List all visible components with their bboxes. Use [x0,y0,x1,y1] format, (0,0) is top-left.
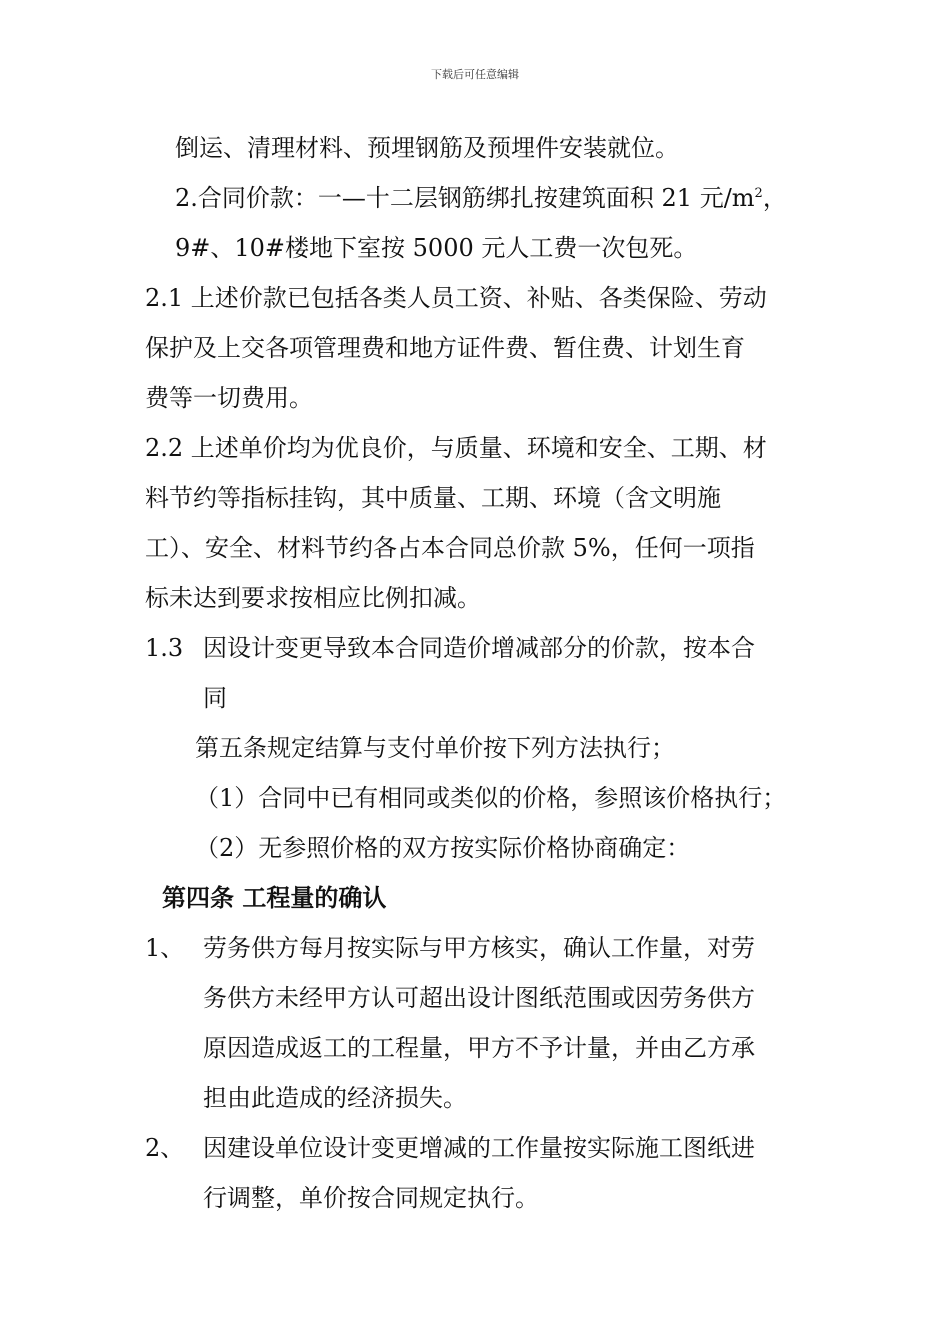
paragraph-line: 劳务供方每月按实际与甲方核实，确认工作量，对劳 [203,934,755,962]
paragraph-line: 料节约等指标挂钩，其中质量、工期、环境（含文明施 [145,484,721,512]
list-item: （2）无参照价格的双方按实际价格协商确定： [195,834,691,862]
paragraph-line: 务供方未经甲方认可超出设计图纸范围或因劳务供方 [203,984,755,1012]
paragraph-line: 行调整，单价按合同规定执行。 [203,1184,539,1212]
paragraph-line: 因建设单位设计变更增减的工作量按实际施工图纸进 [203,1134,755,1162]
paragraph-line: 工）、安全、材料节约各占本合同总价款 5%，任何一项指 [145,534,755,562]
paragraph-line: 同 [203,684,227,712]
contract-price-text: 2.合同价款：一—十二层钢筋绑扎按建筑面积 21 元/m [175,184,755,212]
paragraph-line: 原因造成返工的工程量，甲方不予计量，并由乙方承 [203,1034,755,1062]
superscript-2: 2 [754,186,763,201]
list-number: 2、 [145,1134,185,1162]
paragraph-line: 费等一切费用。 [145,384,313,412]
comma: ， [762,184,787,212]
contract-price-line [175,186,787,210]
paragraph-line: 第五条规定结算与支付单价按下列方法执行； [195,734,675,762]
paragraph-line: 9#、10#楼地下室按 5000 元人工费一次包死。 [175,234,698,262]
page-header: 下载后可任意编辑 [431,68,519,81]
paragraph-line: 担由此造成的经济损失。 [203,1084,467,1112]
clause-number: 1.3 [145,634,184,662]
paragraph-line: 标未达到要求按相应比例扣减。 [145,584,481,612]
list-number: 1、 [145,934,185,962]
list-item: （1）合同中已有相同或类似的价格，参照该价格执行； [195,784,787,812]
paragraph-line: 倒运、清理材料、预埋钢筋及预埋件安装就位。 [175,134,679,162]
paragraph-line: 因设计变更导致本合同造价增减部分的价款，按本合 [203,634,755,662]
paragraph-line: 2.1 上述价款已包括各类人员工资、补贴、各类保险、劳动 [145,284,767,312]
paragraph-line: 2.2 上述单价均为优良价，与质量、环境和安全、工期、材 [145,434,767,462]
paragraph-line: 保护及上交各项管理费和地方证件费、暂住费、计划生育 [145,334,745,362]
section-heading: 第四条 工程量的确认 [162,883,387,912]
